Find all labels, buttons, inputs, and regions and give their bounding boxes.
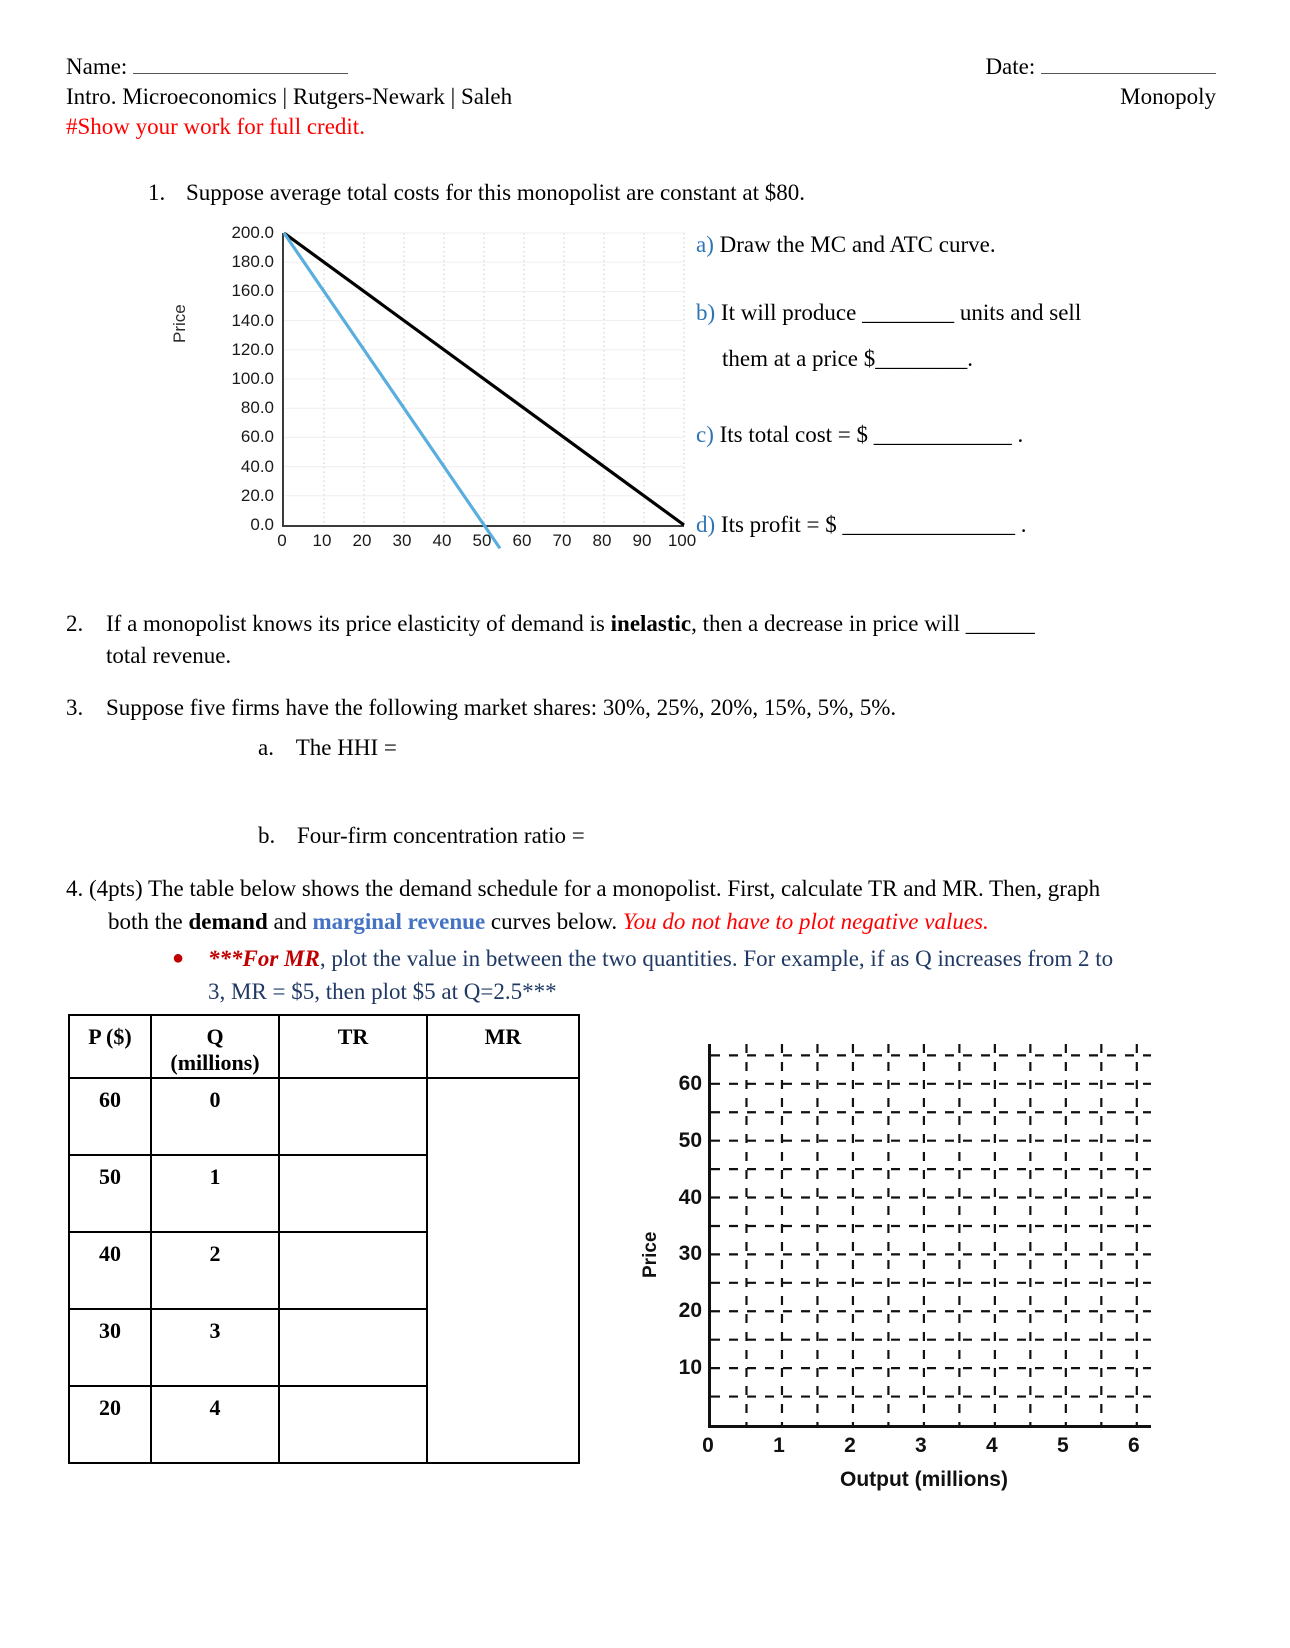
table-cell-tr[interactable]: [279, 1232, 427, 1309]
name-field-group: [66, 52, 348, 82]
topic-label: Monopoly: [1120, 84, 1216, 109]
table-body: [69, 1078, 579, 1463]
question-2: [66, 608, 1146, 672]
table-cell-p: 60: [69, 1078, 151, 1155]
course-line: Intro. Microeconomics | Rutgers-Newark | Saleh: [66, 84, 513, 109]
grid-chart-y-tick: 10: [678, 1356, 702, 1380]
q4-demand-word: demand: [188, 909, 268, 934]
worksheet-header: [66, 52, 1216, 142]
table-header-quantity: [151, 1015, 279, 1078]
header-row-name-date: [66, 52, 1216, 82]
q2-text-b[interactable]: , then a decrease in price will ______: [691, 611, 1035, 636]
table-cell-p: 20: [69, 1386, 151, 1463]
table-cell-q: 0: [151, 1078, 279, 1155]
q4-bullet-navy-part-1: , plot the value in between the two quantities. For example, if as Q increases from 2 to: [319, 946, 1114, 971]
q3-sub-a-text[interactable]: The HHI =: [295, 735, 397, 760]
grid-chart-x-tick: 4: [986, 1434, 998, 1457]
q3-text: Suppose five firms have the following market shares: 30%, 25%, 20%, 15%, 5%, 5%.: [106, 695, 897, 720]
chart1-y-tick: 140.0: [231, 310, 274, 330]
q4-marginal-revenue-word: marginal revenue: [312, 909, 486, 934]
table-head: [69, 1015, 579, 1078]
chart1-y-tick: 0.0: [250, 515, 274, 534]
q3-number: 3.: [66, 695, 84, 720]
chart1-x-tick-labels: [277, 531, 697, 555]
q2-text-c: total revenue.: [106, 643, 232, 668]
chart1-x-tick: 60: [512, 531, 532, 550]
table-cell-p: 50: [69, 1155, 151, 1232]
table-header-row: [69, 1015, 579, 1078]
grid-chart-x-tick: 1: [773, 1434, 785, 1457]
q1-answer-a-text: Draw the MC and ATC curve.: [719, 232, 996, 257]
q1-marker-b: b): [696, 300, 716, 325]
q1-number: 1.: [148, 180, 166, 205]
date-field-group: [985, 52, 1216, 82]
grid-chart-horizontal-gridlines: [711, 1055, 1151, 1396]
q2-text-a: If a monopolist knows its price elasticity of demand is: [106, 611, 611, 636]
table-header-tr: TR: [279, 1015, 427, 1078]
q3-sub-a: [106, 732, 1146, 764]
table-header-price: P ($): [69, 1015, 151, 1078]
table-cell-tr[interactable]: [279, 1155, 427, 1232]
demand-mr-chart: [170, 223, 698, 555]
chart1-x-tick: 100: [667, 531, 697, 550]
chart1-y-tick: 60.0: [240, 427, 274, 447]
grid-chart-y-axis-label: Price: [640, 1231, 661, 1278]
table-header-quantity-sub: (millions): [170, 1050, 260, 1075]
table-row: [69, 1078, 579, 1155]
chart1-svg: [284, 233, 684, 525]
chart1-x-tick: 40: [432, 531, 452, 550]
q1-marker-c: c): [696, 422, 714, 447]
q4-bullet-red-part: ***For MR: [208, 946, 320, 971]
question-3: [66, 692, 1146, 852]
q4-line2-part-c: curves below.: [485, 909, 623, 934]
chart1-y-tick: 80.0: [240, 398, 274, 418]
q3-sub-b-text[interactable]: Four-firm concentration ratio =: [297, 823, 585, 848]
q4-line2-part-a: both the: [108, 909, 189, 934]
q4-bullet-text: [208, 942, 1113, 1008]
date-label: Date:: [985, 54, 1036, 79]
q4-negative-values-note: You do not have to plot negative values.: [622, 909, 989, 934]
grid-chart-x-tick: 3: [915, 1434, 927, 1457]
q1-answer-b-text[interactable]: It will produce ________ units and sell: [720, 300, 1082, 325]
q3-sub-a-marker: a.: [258, 735, 274, 760]
chart1-x-tick: 0: [277, 531, 287, 550]
q1-answer-list: [696, 222, 1116, 570]
q3-sub-b-marker: b.: [258, 823, 276, 848]
table-cell-q: 3: [151, 1309, 279, 1386]
table-cell-mr-merged[interactable]: [427, 1078, 579, 1463]
grid-chart-x-tick: 0: [702, 1434, 714, 1457]
chart1-y-tick: 100.0: [231, 369, 274, 388]
table-cell-q: 4: [151, 1386, 279, 1463]
q1-answer-c-text[interactable]: Its total cost = $ ____________ .: [719, 422, 1024, 447]
q1-answer-d: [696, 502, 1116, 548]
marginal-revenue-curve-line: [284, 233, 500, 548]
q2-body: [66, 608, 1146, 672]
grid-chart-x-axis-label: Output (millions): [840, 1468, 1008, 1491]
chart1-x-tick: 90: [632, 531, 652, 550]
q4-line-2: [66, 905, 1226, 938]
chart1-x-tick: 80: [592, 531, 612, 550]
chart1-y-tick: 180.0: [231, 252, 274, 272]
q3-body: [66, 692, 1146, 852]
q1-answer-b-text2[interactable]: them at a price $________.: [722, 346, 974, 371]
chart1-x-tick: 30: [392, 531, 412, 550]
q1-text: Suppose average total costs for this monopolist are constant at $80.: [186, 180, 805, 205]
grid-chart-y-tick: 50: [678, 1128, 702, 1152]
table-cell-q: 2: [151, 1232, 279, 1309]
grid-chart-y-tick: 40: [678, 1185, 702, 1209]
chart1-y-tick: 200.0: [231, 223, 274, 242]
q1-marker-d: d): [696, 512, 716, 537]
q1-answer-d-text[interactable]: Its profit = $ _______________ .: [720, 512, 1027, 537]
chart1-y-tick: 20.0: [240, 485, 274, 505]
blank-plot-grid: [618, 1010, 1158, 1530]
chart1-y-tick: 120.0: [231, 339, 274, 359]
table-cell-tr[interactable]: [279, 1078, 427, 1155]
grid-chart-y-tick: 20: [678, 1299, 702, 1323]
chart1-y-tick: 40.0: [240, 456, 274, 476]
chart1-y-tick: 160.0: [231, 281, 274, 301]
q4-line2-part-b: and: [267, 909, 313, 934]
grid-chart-svg: [711, 1044, 1151, 1425]
question-4: [66, 872, 1226, 1008]
table-cell-tr[interactable]: [279, 1386, 427, 1463]
q2-bold-word: inelastic: [610, 611, 692, 636]
grid-chart-x-tick: 5: [1056, 1434, 1069, 1457]
chart1-x-tick: 50: [472, 531, 492, 550]
q3-sub-b: [106, 820, 1146, 852]
grid-chart-plot-area[interactable]: [708, 1044, 1151, 1428]
q4-bullet-row: [66, 942, 1226, 1008]
date-blank[interactable]: [1041, 73, 1216, 74]
grid-chart-x-tick-labels: [702, 1434, 1148, 1462]
q4-bullet-navy-part-2: 3, MR = $5, then plot $5 at Q=2.5***: [208, 979, 557, 1004]
chart1-y-axis-label: Price: [170, 304, 189, 343]
name-blank[interactable]: [133, 73, 348, 74]
header-row-course-topic: [66, 82, 1216, 112]
name-label: Name:: [66, 54, 128, 79]
q1-answer-c: [696, 412, 1116, 458]
q1-marker-a: a): [696, 232, 714, 257]
grid-chart-x-tick: 6: [1127, 1434, 1140, 1457]
chart1-x-tick: 10: [312, 531, 332, 550]
table-header-mr: MR: [427, 1015, 579, 1078]
q1-answer-b: [696, 290, 1116, 382]
grid-chart-x-tick: 2: [844, 1434, 856, 1457]
table-cell-tr[interactable]: [279, 1309, 427, 1386]
q2-number: 2.: [66, 611, 84, 636]
q1-answer-a: [696, 222, 1116, 268]
chart1-x-tick: 70: [552, 531, 572, 550]
grid-chart-y-tick-labels: [654, 1010, 702, 1425]
q4-line-1: 4. (4pts) The table below shows the demand schedule for a monopolist. First, calculate TR and MR. Then, graph: [66, 876, 1101, 901]
table-cell-p: 40: [69, 1232, 151, 1309]
demand-schedule-table: [68, 1014, 580, 1464]
work-credit-note: #Show your work for full credit.: [66, 114, 365, 139]
table-cell-q: 1: [151, 1155, 279, 1232]
table-cell-p: 30: [69, 1309, 151, 1386]
grid-chart-y-tick: 30: [678, 1242, 702, 1266]
grid-chart-y-tick: 60: [678, 1071, 702, 1095]
table-header-quantity-main: Q: [206, 1024, 224, 1049]
chart1-plot-area: [282, 233, 684, 527]
chart1-x-tick: 20: [352, 531, 372, 550]
chart1-y-tick-labels: [198, 223, 274, 534]
bullet-dot-icon: ●: [172, 947, 185, 969]
